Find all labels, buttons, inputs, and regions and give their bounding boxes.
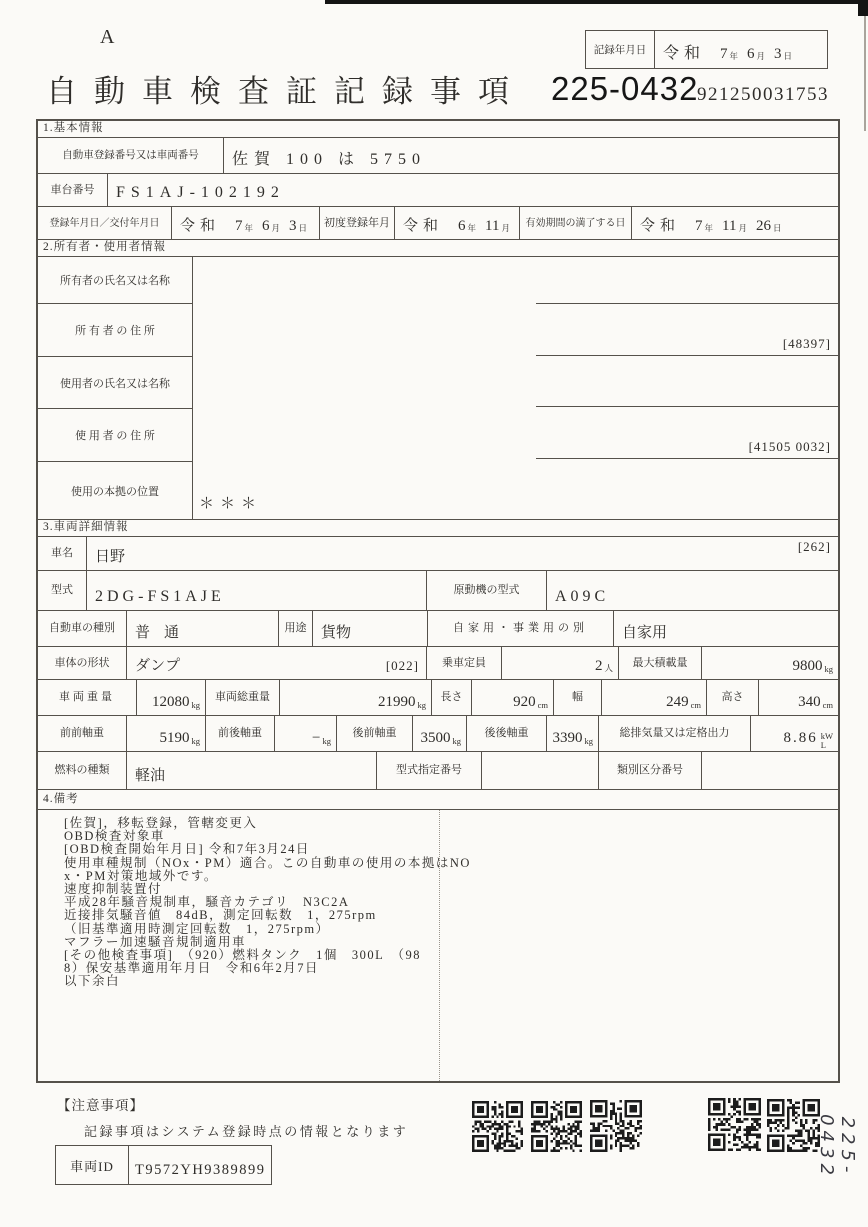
notice-text: 記録事項はシステム登録時点の情報となります xyxy=(84,1124,409,1139)
axle-rear-rear-label: 後後軸重 xyxy=(467,716,547,751)
owner-address-label: 所 有 者 の 住 所 xyxy=(38,304,192,357)
gross-weight-value: 21990 kg xyxy=(280,680,432,715)
remark-line: [OBD検査開始年月日] 令和7年3月24日 xyxy=(64,842,310,857)
fuel-type-label: 燃料の種類 xyxy=(38,752,127,789)
remark-line: [佐賀]，移転登録，管轄変更入 xyxy=(64,816,258,830)
use-value: 貨物 xyxy=(313,611,428,646)
registration-number-label: 自動車登録番号又は車両番号 xyxy=(38,138,224,173)
user-name-label: 使用者の氏名又は名称 xyxy=(38,357,192,409)
row-chassis-number xyxy=(38,174,838,207)
remark-line: OBD検査対象車 xyxy=(64,829,165,844)
row-axle-weights xyxy=(38,716,838,752)
divider-line xyxy=(536,458,838,459)
vehicle-kind-value: 普通 xyxy=(127,611,279,646)
displacement-output-value: 8.86 kW L xyxy=(783,730,833,750)
remark-line: x・PM対策地域外です。 xyxy=(64,868,218,883)
remarks-box xyxy=(38,810,838,1081)
body-shape-code: [022] xyxy=(385,658,419,673)
axle-front-rear-value: − kg xyxy=(275,716,337,751)
width-value: 249 cm xyxy=(602,680,707,715)
vehicle-weight-value: 12080 kg xyxy=(137,680,206,715)
vehicle-name-code: [262] xyxy=(797,539,831,554)
page-title: 自動車検査証記録事項 xyxy=(46,74,526,109)
scan-corner-artifact xyxy=(858,0,868,16)
height-label: 高さ xyxy=(707,680,759,715)
row-model xyxy=(38,571,838,611)
axle-front-rear-label: 前後軸重 xyxy=(206,716,275,751)
type-cert-number-value xyxy=(482,752,599,789)
vehicle-name-label: 車名 xyxy=(38,537,87,570)
base-location-value: ＊＊＊ xyxy=(199,496,263,512)
width-label: 幅 xyxy=(554,680,602,715)
type-cert-number-label: 型式指定番号 xyxy=(377,752,482,789)
kw-per-liter-unit: kW L xyxy=(820,731,833,750)
row-body-capacity xyxy=(38,647,838,680)
private-business-label: 自家用・事業用の別 xyxy=(428,611,614,646)
user-address-code: [41505 0032] xyxy=(748,439,831,454)
chassis-number-label: 車台番号 xyxy=(38,174,108,206)
payload-label: 最大積載量 xyxy=(619,647,702,679)
section-basic-heading: 1.基本情報 xyxy=(38,121,838,138)
record-date-value: 令和 7 年 6 月 3 日 xyxy=(663,45,793,62)
remark-line: [その他検査事項] （920）燃料タンク 1個 300L （98 xyxy=(64,948,421,963)
length-value: 920 cm xyxy=(472,680,554,715)
qr-code xyxy=(590,1100,642,1152)
record-date-box xyxy=(585,30,828,69)
remarks-text xyxy=(64,817,471,989)
notice-heading: 【注意事項】 xyxy=(57,1098,144,1113)
private-business-value: 自家用 xyxy=(622,625,668,641)
remark-line: 使用車種規制（NOx・PM）適合。この自動車の使用の本拠はNO xyxy=(64,855,471,870)
document-number: 921250031753 xyxy=(697,84,829,105)
axle-front-front-label: 前前軸重 xyxy=(38,716,127,751)
registration-date-label: 登録年月日／交付年月日 xyxy=(38,207,172,239)
axle-front-front-value: 5190 kg xyxy=(127,716,206,751)
class-number-label: 類別区分番号 xyxy=(599,752,702,789)
length-label: 長さ xyxy=(432,680,472,715)
model-value: 2DG-FS1AJE xyxy=(87,571,427,610)
page-corner-mark: A xyxy=(100,26,117,48)
divider-line xyxy=(536,355,838,356)
qr-code xyxy=(767,1099,820,1152)
owner-label-column xyxy=(38,257,193,519)
section-vehicle-heading: 3.車両詳細情報 xyxy=(38,520,838,537)
row-vehicle-name xyxy=(38,537,838,571)
divider-line xyxy=(536,406,838,407)
scan-edge-line xyxy=(864,16,866,131)
owner-section xyxy=(38,257,838,520)
body-shape-value: ダンプ [022] xyxy=(127,647,427,679)
handwritten-code-vertical: 225-0432 xyxy=(816,1114,858,1180)
gross-weight-label: 車両総重量 xyxy=(206,680,280,715)
axle-rear-front-value: 3500 kg xyxy=(413,716,467,751)
engine-model-value: A09C xyxy=(555,588,610,605)
capacity-value: 2 人 xyxy=(502,647,619,679)
registration-number-value: 佐賀 100 は 5750 xyxy=(232,151,427,168)
owner-value-area xyxy=(193,257,838,519)
expiry-date-label: 有効期間の満了する日 xyxy=(520,207,632,239)
remark-line: 8）保安基準適用年月日 令和6年2月7日 xyxy=(64,961,320,976)
vehicle-weight-label: 車両重量 xyxy=(38,680,137,715)
body-shape-label: 車体の形状 xyxy=(38,647,127,679)
row-dates xyxy=(38,207,838,240)
section-remarks-heading: 4.備考 xyxy=(38,790,838,810)
scan-edge-artifact xyxy=(325,0,868,4)
remark-line: 近接排気騒音値 84dB，測定回転数 1，275rpm xyxy=(64,908,377,923)
use-label: 用途 xyxy=(279,611,313,646)
record-date-label: 記録年月日 xyxy=(586,31,655,68)
row-registration-number xyxy=(38,138,838,174)
vehicle-id-value: T9572YH9389899 xyxy=(135,1162,266,1178)
stamp-code: 225-0432 xyxy=(551,70,699,107)
model-label: 型式 xyxy=(38,571,87,610)
main-table xyxy=(36,119,840,1083)
qr-code xyxy=(708,1098,761,1151)
vehicle-id-label: 車両ID xyxy=(56,1146,129,1184)
remark-line: （旧基準適用時測定回転数 1，275rpm） xyxy=(64,921,330,936)
remark-line: 以下余白 xyxy=(64,974,121,989)
qr-code xyxy=(472,1101,523,1152)
first-registration-value: 令和 6 年 11 月 xyxy=(395,207,520,239)
remark-line: 平成28年騒音規制車，騒音カテゴリ N3C2A xyxy=(64,895,350,910)
qr-code xyxy=(531,1101,582,1152)
fuel-type-value: 軽油 xyxy=(127,752,377,789)
chassis-number-value: FS1AJ-102192 xyxy=(116,184,285,201)
vehicle-id-box xyxy=(55,1145,272,1185)
vehicle-kind-label: 自動車の種別 xyxy=(38,611,127,646)
first-registration-label: 初度登録年月 xyxy=(320,207,395,239)
engine-model-label: 原動機の型式 xyxy=(427,571,547,610)
registration-date-value: 令和 7 年 6 月 3 日 xyxy=(172,207,320,239)
payload-value: 9800 kg xyxy=(792,658,833,674)
row-fuel xyxy=(38,752,838,790)
capacity-label: 乗車定員 xyxy=(427,647,502,679)
user-address-label: 使 用 者 の 住 所 xyxy=(38,409,192,462)
section-owner-heading: 2.所有者・使用者情報 xyxy=(38,240,838,257)
displacement-output-label: 総排気量又は定格出力 xyxy=(599,716,751,751)
expiry-date-value: 令和 7 年 11 月 26 日 xyxy=(640,218,782,234)
axle-rear-rear-value: 3390 kg xyxy=(547,716,599,751)
base-location-label: 使用の本拠の位置 xyxy=(71,485,159,498)
row-weights-dimensions xyxy=(38,680,838,716)
axle-rear-front-label: 後前軸重 xyxy=(337,716,413,751)
remark-line: マフラー加速騒音規制適用車 xyxy=(64,934,247,949)
remark-line: 速度抑制装置付 xyxy=(64,882,163,897)
class-number-value xyxy=(702,752,838,789)
owner-address-code: [48397] xyxy=(782,336,831,351)
owner-name-label: 所有者の氏名又は名称 xyxy=(38,257,192,304)
row-kind-use xyxy=(38,611,838,647)
height-value: 340 cm xyxy=(798,694,833,710)
divider-line xyxy=(536,303,838,304)
vehicle-name-value: 日野 [262] xyxy=(95,539,831,565)
